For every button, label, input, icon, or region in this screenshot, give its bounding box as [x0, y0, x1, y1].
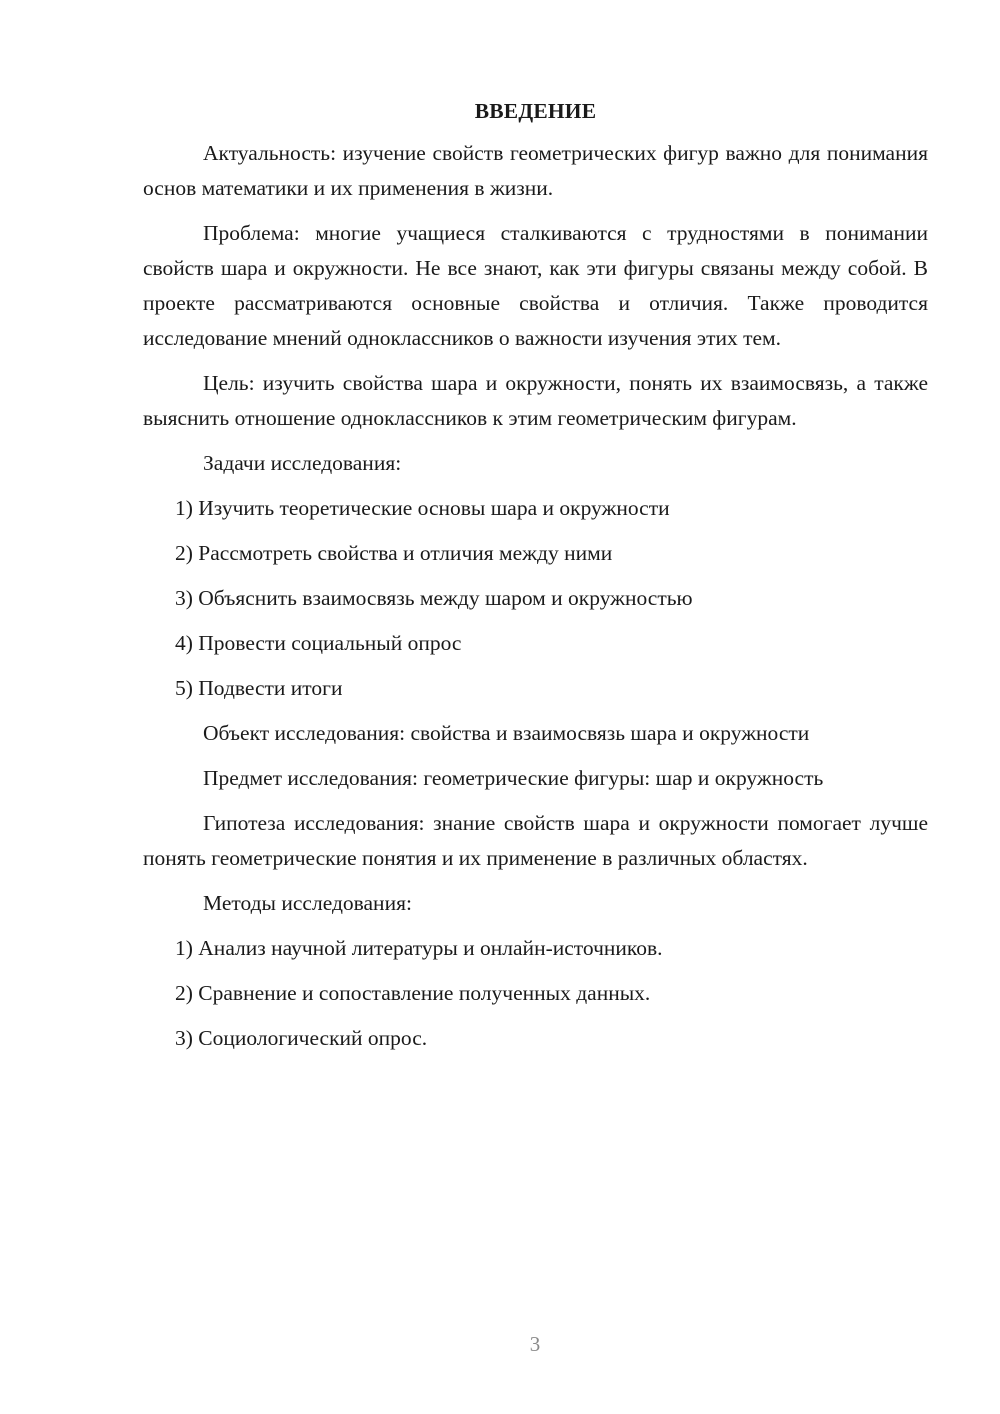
- list-item: 3) Социологический опрос.: [175, 1026, 428, 1050]
- list-item: 1) Анализ научной литературы и онлайн-источников.: [175, 936, 663, 960]
- document-page: [143, 96, 928, 1066]
- relevance-paragraph: Актуальность: изучение свойств геометрических фигур важно для понимания основ математики и их применения в жизни.: [143, 141, 928, 200]
- tasks-list: [143, 491, 928, 706]
- list-item: 4) Провести социальный опрос: [175, 631, 462, 655]
- list-item: 2) Рассмотреть свойства и отличия между ними: [175, 541, 613, 565]
- object-paragraph: Объект исследования: свойства и взаимосвязь шара и окружности: [203, 721, 810, 745]
- page-number: 3: [529, 1332, 541, 1356]
- methods-heading: Методы исследования:: [203, 891, 412, 915]
- tasks-heading: Задачи исследования:: [203, 451, 402, 475]
- list-item: 1) Изучить теоретические основы шара и окружности: [175, 496, 670, 520]
- hypothesis-paragraph: Гипотеза исследования: знание свойств шара и окружности помогает лучше понять геометрические понятия и их применение в различных областях.: [143, 811, 928, 870]
- methods-list: [143, 931, 928, 1056]
- goal-paragraph: Цель: изучить свойства шара и окружности, понять их взаимосвязь, а также выяснить отношение одноклассников к этим геометрическим фигурам.: [143, 371, 928, 430]
- list-item: 5) Подвести итоги: [175, 676, 343, 700]
- page-title: ВВЕДЕНИЕ: [474, 99, 597, 123]
- problem-paragraph: Проблема: многие учащиеся сталкиваются с трудностями в понимании свойств шара и окружности. Не все знают, как эти фигуры связаны между собой. В проекте рассматриваются основные свойства и отличия. Также проводится исследование мнений одноклассников о важности изучения этих тем.: [143, 221, 928, 350]
- subject-paragraph: Предмет исследования: геометрические фигуры: шар и окружность: [203, 766, 824, 790]
- list-item: 3) Объяснить взаимосвязь между шаром и окружностью: [175, 586, 693, 610]
- list-item: 2) Сравнение и сопоставление полученных данных.: [175, 981, 651, 1005]
